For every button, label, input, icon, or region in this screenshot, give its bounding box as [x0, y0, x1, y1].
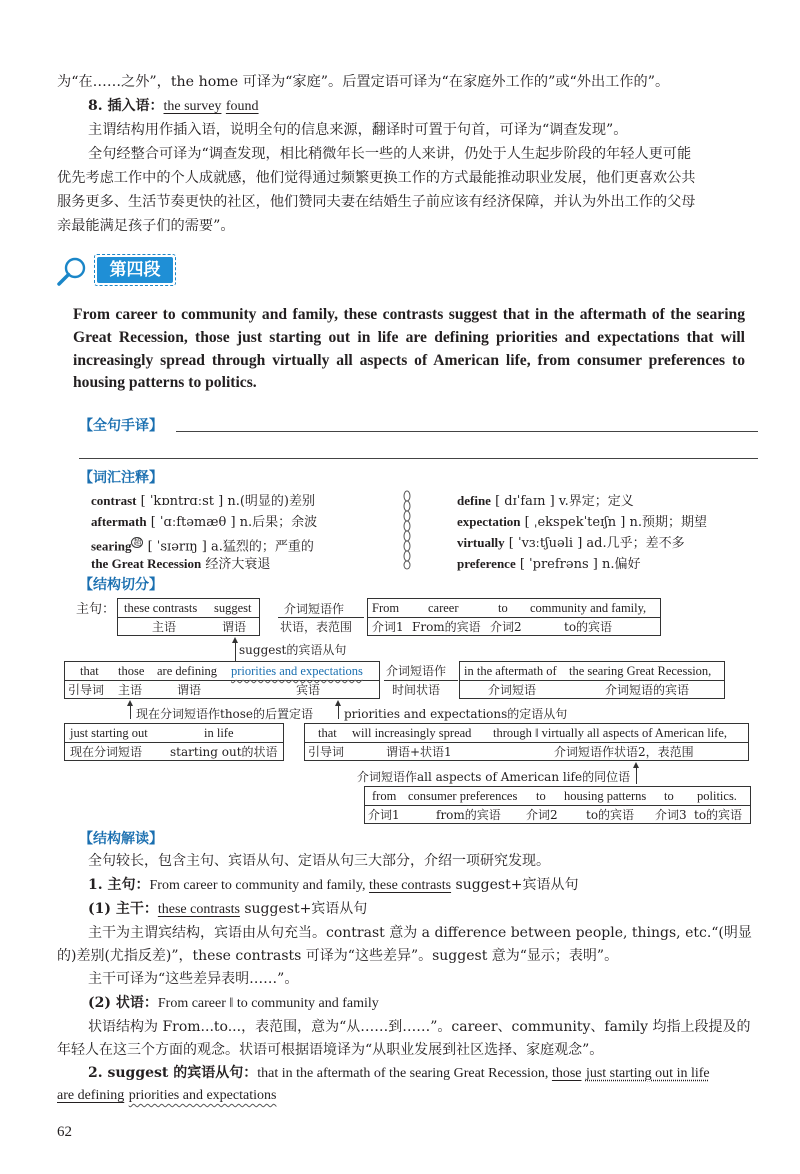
- arrow-head: [335, 700, 341, 706]
- role-label: to的宾语: [586, 808, 635, 822]
- segment: to: [536, 789, 546, 803]
- text-line: 的)差别(尤指反差)”，these contrasts 可译为“这些差异”。suggest 意为“显示；表明”。: [57, 948, 619, 964]
- segment: politics.: [697, 789, 737, 803]
- role-label: 介词短语的宾语: [605, 683, 690, 697]
- divider: [459, 680, 725, 681]
- text-line: 全句较长，包含主句、宾语从句、定语从句三大部分，介绍一项研究发现。: [88, 853, 550, 869]
- structure-heading: 【结构切分】: [79, 577, 163, 593]
- segment: are defining: [157, 664, 218, 678]
- vocab-def: [ ˈsɪərɪŋ ] a.猛烈的；严重的: [143, 539, 314, 555]
- role-label: 介词1: [368, 808, 400, 822]
- item-text: From career to community and family,: [149, 878, 370, 893]
- item-underlined: those: [551, 1066, 582, 1081]
- vocab-word: define: [457, 493, 491, 508]
- arrow-line: [636, 767, 637, 784]
- magnifier-icon: [56, 256, 90, 290]
- role-label: 现在分词短语: [70, 745, 143, 759]
- segment: through ‖ virtually all aspects of American life,: [493, 726, 727, 740]
- section-title: 第四段: [97, 257, 173, 283]
- role-label: 主语: [152, 620, 177, 634]
- segment: will increasingly spread: [352, 726, 472, 740]
- segment: to: [498, 601, 508, 615]
- role-label: to的宾语: [564, 620, 613, 634]
- analysis-heading: 【结构解读】: [79, 831, 163, 847]
- vocab-entry: [91, 491, 315, 512]
- answer-line: [79, 458, 758, 459]
- role-label: 谓语: [222, 620, 247, 634]
- annotation: priorities and expectations的定语从句: [344, 707, 568, 721]
- role-label: 主语: [118, 683, 143, 697]
- answer-line: [176, 431, 758, 432]
- vocab-entry: [91, 554, 270, 575]
- segment: housing patterns: [564, 789, 647, 803]
- annotation: 时间状语: [392, 683, 441, 697]
- annotation: 现在分词短语作those的后置定语: [136, 707, 314, 721]
- annotation: 介词短语作: [386, 664, 447, 678]
- vocab-entry: [91, 512, 317, 533]
- vocab-entry: [457, 512, 707, 533]
- vocab-heading: 【词汇注释】: [79, 470, 163, 486]
- passage-line: Great Recession, those just starting out in life are defining priorities and expectations that will: [73, 328, 745, 346]
- text-line: 优先考虑工作中的个人成就感，他们觉得通过频繁更换工作的方式最能推动职业发展，他们更喜欢公共: [57, 170, 696, 186]
- vocab-def: [ ˈprefrəns ] n.偏好: [515, 557, 641, 572]
- translate-heading: 【全句手译】: [79, 418, 163, 434]
- item-8-subject: the survey: [163, 99, 222, 114]
- divider: [64, 742, 284, 743]
- text-line: 主谓结构用作插入语，说明全句的信息来源，翻译时可置于句首，可译为“调查发现”。: [88, 122, 628, 138]
- item-text: that in the aftermath of the searing Great Recession,: [257, 1066, 552, 1081]
- vocab-entry: [457, 491, 634, 512]
- vocab-entry: [457, 533, 685, 554]
- segment: these contrasts: [124, 601, 198, 615]
- segment: the searing Great Recession,: [569, 664, 712, 678]
- role-label: 介词短语: [488, 683, 537, 697]
- section-header: [56, 254, 186, 288]
- segment: career: [428, 601, 459, 615]
- segment: in life: [204, 726, 234, 740]
- vocab-word: searing: [91, 538, 132, 554]
- segment: suggest: [214, 601, 252, 615]
- page-number: 62: [57, 1124, 72, 1140]
- vocab-def: [ ˌekspekˈteɪʃn ] n.预期；期望: [520, 515, 707, 530]
- divider: [367, 617, 661, 618]
- analysis-subitem-2: [88, 993, 379, 1014]
- segment: just starting out: [70, 726, 148, 740]
- item-text: From career ‖ to community and family: [157, 996, 379, 1011]
- passage-line: housing patterns to politics.: [73, 374, 257, 392]
- passage-line: increasingly spread through virtually all aspects of American life, from consumer preferences to: [73, 351, 745, 369]
- arrow-head: [633, 762, 639, 768]
- divider: [117, 617, 260, 618]
- divider: [64, 680, 380, 681]
- role-label: from的宾语: [436, 808, 501, 822]
- item-label: 1. 主句：: [88, 877, 150, 893]
- annotation: 状语，表范围: [280, 620, 353, 634]
- vocab-def: 经济大衰退: [201, 557, 271, 572]
- segment: to: [664, 789, 674, 803]
- text-line: 年轻人在这三个方面的观念。状语可根据语境译为“从职业发展到社区选择、家庭观念”。: [57, 1042, 604, 1058]
- vocab-def: [ ˈɑːftəmæθ ] n.后果；余波: [146, 515, 318, 530]
- chain-divider: [400, 490, 414, 570]
- segment: that: [318, 726, 337, 740]
- arrow-head: [232, 637, 238, 643]
- vocab-word: preference: [457, 556, 516, 571]
- role-label: 介词2: [490, 620, 522, 634]
- role-label: 引导词: [308, 745, 345, 759]
- segment: From: [372, 601, 400, 615]
- section-title-box: [94, 254, 176, 286]
- vocab-word: the Great Recession: [91, 556, 202, 571]
- segment: that: [80, 664, 99, 678]
- role-label: starting out的状语: [170, 745, 278, 759]
- vocab-def: [ dɪˈfaɪn ] v.界定；定义: [490, 494, 634, 509]
- vocab-entry: [457, 554, 640, 575]
- item-8-heading: [88, 96, 259, 117]
- segment: in the aftermath of: [464, 664, 557, 678]
- segment: those: [118, 664, 145, 678]
- role-label: 引导词: [68, 683, 105, 697]
- arrow-head: [127, 700, 133, 706]
- analysis-item-2: [88, 1063, 710, 1084]
- vocab-def: [ ˈvɜːtʃuəli ] ad.几乎；差不多: [504, 536, 685, 551]
- text-line: 主干可译为“这些差异表明……”。: [88, 971, 299, 987]
- text-line: 服务更多、生活节奏更快的社区，他们赞同夫妻在结婚生子前应该有经济保障，并认为外出工作的父母: [57, 194, 696, 210]
- arrow-line: [338, 705, 339, 719]
- vocab-word: contrast: [91, 493, 137, 508]
- role-label: 介词短语作状语2，表范围: [554, 745, 694, 759]
- divider: [364, 805, 751, 806]
- arrow-line: [235, 642, 236, 661]
- annotation: suggest的宾语从句: [239, 643, 347, 657]
- item-label: (1) 主干：: [88, 901, 158, 917]
- role-label: 介词3: [655, 808, 687, 822]
- vocab-word: virtually: [457, 535, 505, 550]
- role-label: to的宾语: [694, 808, 743, 822]
- annotation: 介词短语作: [284, 602, 345, 616]
- item-8-label: 8. 插入语：: [88, 98, 164, 114]
- passage: [73, 304, 745, 395]
- text-line: 主干为主谓宾结构，宾语由从句充当。contrast 意为 a difference between people, things, etc.“(明显: [88, 925, 752, 941]
- vocab-word: expectation: [457, 514, 521, 529]
- role-label: 宾语: [296, 683, 321, 697]
- role-label: 介词1: [372, 620, 404, 634]
- item-label: (2) 状语：: [88, 995, 158, 1011]
- segment: consumer preferences: [408, 789, 518, 803]
- analysis-item-1: [88, 875, 578, 896]
- passage-line: From career to community and family, these contrasts suggest that in the aftermath of the searing: [73, 306, 745, 323]
- role-label: 谓语+状语1: [386, 745, 452, 759]
- item-text: suggest+宾语从句: [451, 877, 579, 893]
- item-8-verb: found: [225, 99, 259, 114]
- segment-highlight: priorities and expectations: [231, 664, 363, 678]
- text-line: 为“在……之外”，the home 可译为“家庭”。后置定语可译为“在家庭外工作的”或“外出工作的”。: [57, 74, 670, 90]
- divider: [304, 742, 749, 743]
- item-underlined: these contrasts: [369, 878, 452, 893]
- annotation: 介词短语作all aspects of American life的同位语: [357, 770, 631, 784]
- role-label: 谓语: [177, 683, 202, 697]
- arrow-line: [130, 705, 131, 719]
- segment: community and family,: [530, 601, 647, 615]
- role-label: 介词2: [526, 808, 558, 822]
- connector: [278, 617, 364, 618]
- item-label: 2. suggest 的宾语从句：: [88, 1065, 258, 1081]
- vocab-def: [ ˈkɒntrɑːst ] n.(明显的)差别: [136, 494, 316, 509]
- item-text: suggest+宾语从句: [239, 901, 368, 917]
- connector: [384, 680, 458, 681]
- text-line: 亲最能满足孩子们的需要”。: [57, 218, 235, 234]
- main-clause-label: 主句：: [76, 602, 116, 617]
- text-line: 全句经整合可译为“调查发现，相比稍微年长一些的人来讲，仍处于人生起步阶段的年轻人更可能: [88, 146, 692, 162]
- item-underlined: are defining: [57, 1088, 125, 1103]
- text-line: 状语结构为 From...to...，表范围，意为“从……到……”。career、community、family 均指上段提及的: [88, 1019, 751, 1035]
- item-dotted: just starting out in life: [585, 1066, 710, 1081]
- analysis-subitem-1: [88, 899, 367, 920]
- item-underlined: these contrasts: [157, 902, 240, 917]
- segment: from: [372, 789, 397, 803]
- item-wavy: priorities and expectations: [128, 1088, 277, 1103]
- vocab-word: aftermath: [91, 514, 147, 529]
- exam-badge: 超: [133, 538, 142, 547]
- analysis-item-2-cont: [57, 1085, 276, 1106]
- role-label: From的宾语: [412, 620, 481, 634]
